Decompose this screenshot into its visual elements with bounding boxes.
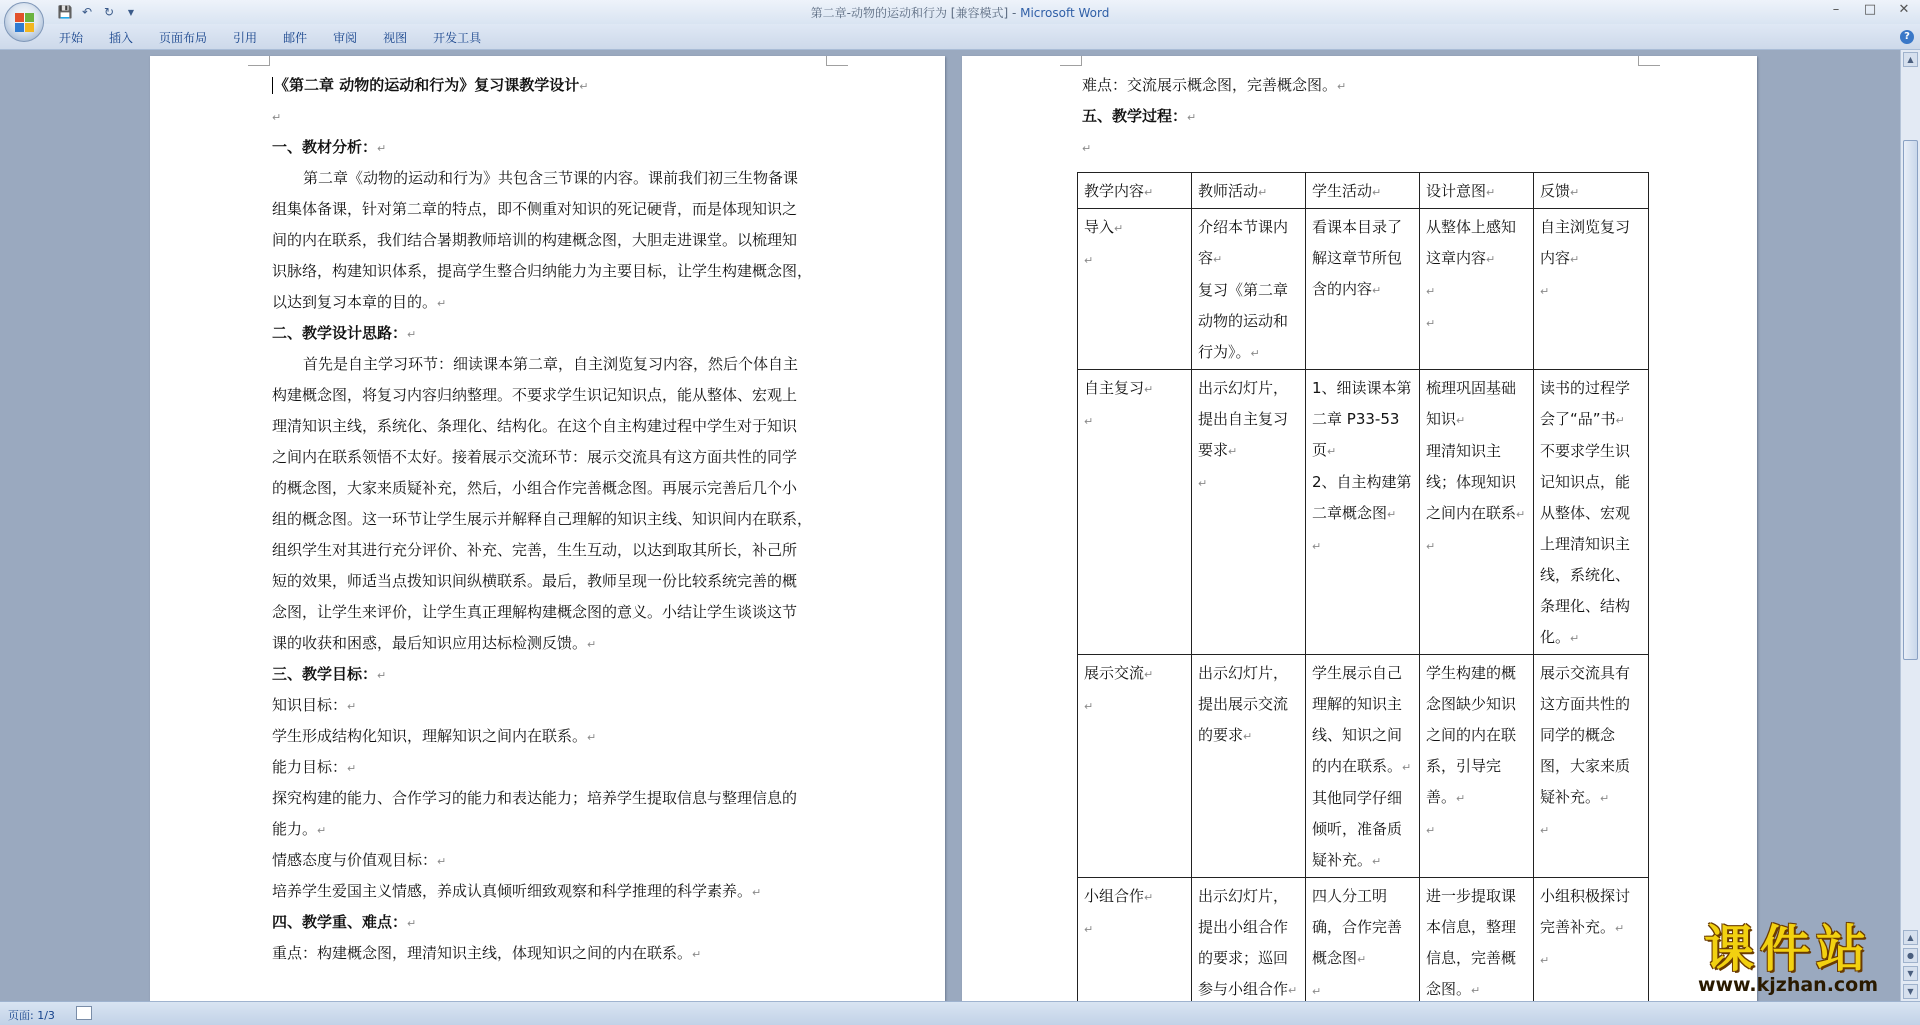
paragraph-line: 之间内在联系领悟不太好。接着展示交流环节：展示交流具有这方面共性的同学 (272, 448, 798, 466)
cell-paragraph: 四人分工明确，合作完善概念图↵ (1312, 887, 1403, 967)
table-cell[interactable] (1534, 370, 1649, 655)
cell-paragraph: ↵ (1426, 317, 1436, 330)
paragraph-line: 学生形成结构化知识，理解知识之间内在联系。↵ (272, 727, 597, 745)
empty-paragraph: ↵ (1082, 142, 1092, 155)
document-title: 第二章-动物的运动和行为 [兼容模式] - (810, 6, 1021, 20)
cell-paragraph: ↵ (1084, 700, 1094, 713)
tab-developer[interactable]: 开发工具 (433, 31, 482, 45)
ribbon (0, 24, 1920, 50)
cell-paragraph: ↵ (1426, 285, 1436, 298)
office-logo-icon (15, 13, 35, 33)
cell-paragraph: 自主浏览复习内容↵ (1540, 218, 1631, 267)
save-icon[interactable]: 💾 (57, 5, 73, 19)
table-cell[interactable] (1306, 370, 1420, 655)
cell-paragraph: 理清知识主线；体现知识之间内在联系↵ (1426, 442, 1526, 522)
table-cell[interactable] (1078, 878, 1192, 1002)
status-bar (0, 1001, 1920, 1025)
cell-paragraph: 学生构建的概念图缺少知识之间的内在联系，引导完善。↵ (1426, 664, 1517, 806)
crop-mark (1638, 56, 1660, 66)
cell-paragraph: 复习《第二章动物的运动和行为》。↵ (1198, 281, 1289, 361)
office-button[interactable] (4, 2, 44, 42)
table-cell[interactable] (1306, 209, 1420, 370)
section-heading: 四、教学重、难点：↵ (272, 913, 417, 931)
maximize-icon[interactable]: □ (1863, 2, 1877, 17)
cell-paragraph: ↵ (1540, 285, 1550, 298)
page-1 (150, 56, 945, 1001)
table-cell[interactable] (1078, 655, 1192, 878)
page-2-body[interactable] (1082, 70, 1642, 163)
cell-paragraph: 2、自主构建第二章概念图↵ (1312, 473, 1412, 522)
next-page-icon[interactable]: ▼ (1903, 966, 1918, 981)
paragraph-line: 重点：构建概念图，理清知识主线，体现知识之间的内在联系。↵ (272, 944, 702, 962)
paragraph-line: 能力。↵ (272, 820, 327, 838)
tab-references[interactable]: 引用 (233, 31, 258, 45)
vertical-scrollbar[interactable] (1900, 50, 1920, 1001)
table-cell[interactable] (1192, 878, 1306, 1002)
cell-paragraph: ↵ (1312, 985, 1322, 998)
cell-paragraph: ↵ (1312, 540, 1322, 553)
tab-review[interactable]: 审阅 (333, 31, 358, 45)
scroll-up-icon[interactable]: ▲ (1903, 52, 1918, 67)
table-cell[interactable] (1192, 370, 1306, 655)
document-area (0, 50, 1900, 1001)
paragraph-line: 间的内在联系，我们结合暑期教师培训的构建概念图，大胆走进课堂。以梳理知 (272, 231, 798, 249)
table-cell[interactable] (1420, 370, 1534, 655)
cell-paragraph: 出示幻灯片，提出小组合作的要求；巡回参与小组合作↵ (1198, 887, 1298, 998)
tab-view[interactable]: 视图 (383, 31, 408, 45)
paragraph-line: 组集体备课，针对第二章的特点，即不侧重对知识的死记硬背，而是体现知识之 (272, 200, 798, 218)
cell-paragraph: 导入↵ (1084, 218, 1124, 236)
window-controls (1826, 2, 1914, 20)
scroll-thumb[interactable] (1903, 140, 1918, 660)
table-row (1078, 370, 1649, 655)
watermark-logo-text: 课件站 (1704, 920, 1872, 978)
paragraph-line: 课的收获和困惑，最后知识应用达标检测反馈。↵ (272, 634, 597, 652)
crop-mark (826, 56, 848, 66)
prev-page-icon[interactable]: ▲ (1903, 930, 1918, 945)
table-cell[interactable] (1420, 209, 1534, 370)
proofing-icon[interactable] (76, 1006, 92, 1020)
cell-paragraph: 进一步提取课本信息，整理信息，完善概念图。↵ (1426, 887, 1517, 998)
cell-paragraph: 小组合作↵ (1084, 887, 1154, 905)
teaching-process-table[interactable] (1077, 172, 1649, 1001)
cell-paragraph: 展示交流具有这方面共性的同学的概念图，大家来质疑补充。↵ (1540, 664, 1631, 806)
window-title (0, 4, 1920, 21)
table-cell[interactable] (1306, 655, 1420, 878)
section-heading: 三、教学目标：↵ (272, 665, 387, 683)
text-cursor (272, 77, 273, 94)
paragraph-line: 构建概念图，将复习内容归纳整理。不要求学生识记知识点，能从整体、宏观上 (272, 386, 798, 404)
watermark-url: www.kjzhan.com (1697, 974, 1879, 996)
watermark (1668, 922, 1908, 996)
table-header-cell[interactable]: 学生活动↵ (1306, 173, 1420, 209)
close-icon[interactable]: ✕ (1898, 2, 1910, 17)
table-cell[interactable] (1420, 878, 1534, 1002)
paragraph-line: 探究构建的能力、合作学习的能力和表达能力；培养学生提取信息与整理信息的 (272, 789, 798, 807)
table-header-row (1078, 173, 1649, 209)
section-heading: 二、教学设计思路：↵ (272, 324, 417, 342)
table-cell[interactable] (1078, 370, 1192, 655)
scroll-down-icon[interactable]: ▼ (1903, 984, 1918, 999)
cell-paragraph: 自主复习↵ (1084, 379, 1154, 397)
table-cell[interactable] (1192, 209, 1306, 370)
cell-paragraph: ↵ (1426, 824, 1436, 837)
cell-paragraph: 展示交流↵ (1084, 664, 1154, 682)
paragraph-line: 以达到复习本章的目的。↵ (272, 293, 447, 311)
cell-paragraph: 看课本目录了解这章节所包含的内容↵ (1312, 218, 1403, 298)
table-cell[interactable] (1534, 655, 1649, 878)
redo-icon[interactable]: ↻ (103, 5, 115, 19)
cell-paragraph: 小组积极探讨完善补充。↵ (1540, 887, 1631, 936)
paragraph-line: 的概念图，大家来质疑补充，然后，小组合作完善概念图。再展示完善后几个小 (272, 479, 798, 497)
cell-paragraph: 出示幻灯片，提出自主复习要求↵ (1198, 379, 1289, 459)
cell-paragraph: ↵ (1540, 954, 1550, 967)
paragraph-line: 难点：交流展示概念图，完善概念图。↵ (1082, 76, 1347, 94)
crop-mark (248, 56, 270, 66)
app-name: Microsoft Word (1020, 6, 1110, 20)
paragraph-line: 情感态度与价值观目标：↵ (272, 851, 447, 869)
ribbon-tabs (46, 29, 494, 47)
browse-object-icon[interactable]: ● (1903, 948, 1918, 963)
table-cell[interactable] (1192, 655, 1306, 878)
empty-paragraph: ↵ (272, 111, 282, 124)
table-cell[interactable] (1534, 878, 1649, 1002)
cell-paragraph: 从整体上感知这章内容↵ (1426, 218, 1517, 267)
cell-paragraph: 其他同学仔细倾听，准备质疑补充。↵ (1312, 789, 1403, 869)
table-row (1078, 878, 1649, 1002)
customize-qat-icon[interactable]: ▼ (127, 7, 135, 17)
undo-icon[interactable]: ↶ (81, 5, 93, 19)
cell-paragraph: ↵ (1084, 415, 1094, 428)
paragraph-line: 组织学生对其进行充分评价、补充、完善，生生互动，以达到取其所长，补己所 (272, 541, 798, 559)
table-cell[interactable] (1078, 209, 1192, 370)
table-header-cell[interactable]: 教师活动↵ (1192, 173, 1306, 209)
paragraph-line: 组的概念图。这一环节让学生展示并解释自己理解的知识主线、知识间内在联系， (272, 510, 813, 528)
page-1-body[interactable] (272, 70, 830, 969)
cell-paragraph: 介绍本节课内容↵ (1198, 218, 1289, 267)
table-cell[interactable] (1306, 878, 1420, 1002)
page-indicator[interactable]: 页面: 1/3 (8, 1009, 55, 1022)
paragraph-line: 第二章《动物的运动和行为》共包含三节课的内容。课前我们初三生物备课 (303, 169, 799, 187)
cell-paragraph: ↵ (1426, 540, 1436, 553)
tab-mailings[interactable]: 邮件 (283, 31, 308, 45)
document-title-line: 《第二章 动物的运动和行为》复习课教学设计↵ (274, 76, 589, 94)
minimize-icon[interactable]: – (1832, 2, 1840, 17)
table-header-cell[interactable]: 反馈↵ (1534, 173, 1649, 209)
paragraph-line: 知识目标：↵ (272, 696, 357, 714)
cell-paragraph: 不要求学生识记知识点，能从整体、宏观上理清知识主线，系统化、条理化、结构化。↵ (1540, 442, 1631, 646)
table-header-cell[interactable]: 设计意图↵ (1420, 173, 1534, 209)
page-2 (962, 56, 1757, 1001)
tab-insert[interactable]: 插入 (109, 31, 134, 45)
table-row (1078, 209, 1649, 370)
cell-paragraph: ↵ (1198, 477, 1208, 490)
help-icon[interactable]: ? (1900, 30, 1914, 44)
cell-paragraph: ↵ (1084, 254, 1094, 267)
cell-paragraph: 读书的过程学会了“品”书↵ (1540, 379, 1631, 428)
table-cell[interactable] (1534, 209, 1649, 370)
paragraph-line: 培养学生爱国主义情感，养成认真倾听细致观察和科学推理的科学素养。↵ (272, 882, 762, 900)
paragraph-line: 短的效果，师适当点拨知识间纵横联系。最后，教师呈现一份比较系统完善的概 (272, 572, 798, 590)
table-header-cell[interactable]: 教学内容↵ (1078, 173, 1192, 209)
paragraph-line: 首先是自主学习环节：细读课本第二章，自主浏览复习内容，然后个体自主 (303, 355, 799, 373)
tab-page-layout[interactable]: 页面布局 (159, 31, 208, 45)
cell-paragraph: ↵ (1540, 824, 1550, 837)
table-row (1078, 655, 1649, 878)
paragraph-line: 识脉络，构建知识体系，提高学生整合归纳能力为主要目标，让学生构建概念图， (272, 262, 813, 280)
cell-paragraph: ↵ (1084, 923, 1094, 936)
crop-mark (1060, 56, 1082, 66)
paragraph-line: 理清知识主线，系统化、条理化、结构化。在这个自主构建过程中学生对于知识 (272, 417, 798, 435)
cell-paragraph: 1、细读课本第二章 P33-53页↵ (1312, 379, 1412, 459)
paragraph-line: 念图，让学生来评价，让学生真正理解构建概念图的意义。小结让学生谈谈这节 (272, 603, 798, 621)
section-heading: 一、教材分析：↵ (272, 138, 387, 156)
tab-home[interactable]: 开始 (59, 31, 84, 45)
table-cell[interactable] (1420, 655, 1534, 878)
cell-paragraph: 出示幻灯片，提出展示交流的要求↵ (1198, 664, 1289, 744)
section-heading: 五、教学过程：↵ (1082, 107, 1197, 125)
cell-paragraph: 梳理巩固基础知识↵ (1426, 379, 1517, 428)
title-bar (0, 0, 1920, 24)
paragraph-line: 能力目标：↵ (272, 758, 357, 776)
cell-paragraph: 学生展示自己理解的知识主线、知识之间的内在联系。↵ (1312, 664, 1412, 775)
